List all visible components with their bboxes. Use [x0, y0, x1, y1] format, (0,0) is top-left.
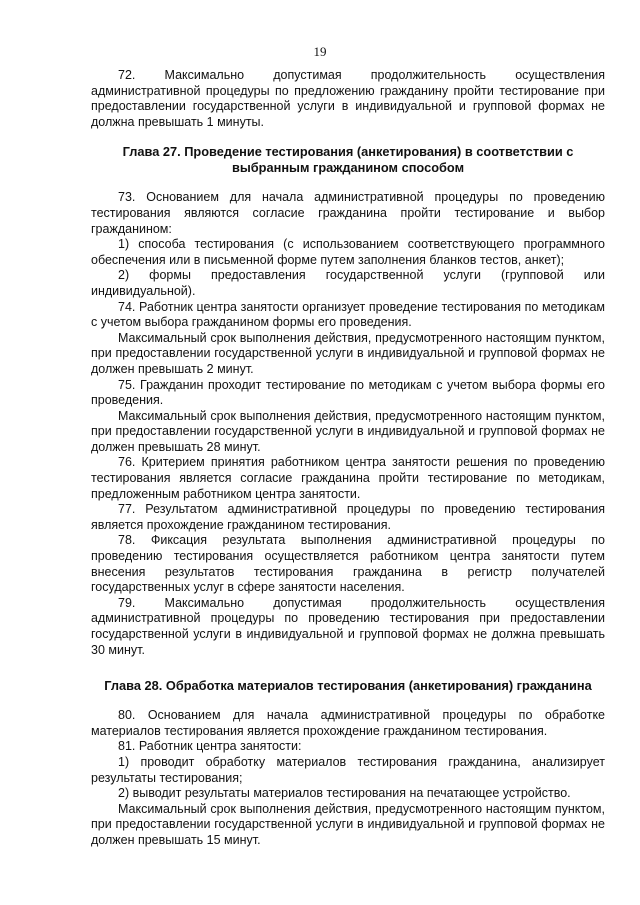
- paragraph-75-max-time: Максимальный срок выполнения действия, предусмотренного настоящим пунктом, при предоставлении государственной услуги в индивидуальной и групповой формах не должен превышать 28 минут.: [91, 408, 605, 454]
- paragraph-73-item-1: 1) способа тестирования (с использованием соответствующего программного обеспечения или в письменной форме путем заполнения бланков тестов, анкет);: [91, 237, 605, 267]
- chapter-28-heading: Глава 28. Обработка материалов тестирования (анкетирования) гражданина: [104, 678, 592, 694]
- chapter-27-heading: Глава 27. Проведение тестирования (анкетирования) в соответствии с выбранным гражданином способом: [122, 144, 574, 176]
- paragraph-74: 74. Работник центра занятости организует проведение тестирования по методикам с учетом выбора гражданином формы его проведения.: [91, 299, 605, 330]
- paragraph-73-item-2: 2) формы предоставления государственной услуги (групповой или индивидуальной).: [91, 268, 605, 298]
- paragraph-76: 76. Критерием принятия работником центра занятости решения по проведению тестирования является согласие гражданина пройти тестирование по методикам, предложенным работником центра занятости.: [91, 455, 605, 501]
- paragraph-78: 78. Фиксация результата выполнения административной процедуры по проведению тестирования осуществляется работником центра занятости путем внесения результатов тестирования гражданина в регистр получателей государственных услуг в сфере занятости населения.: [91, 533, 605, 595]
- document-body: [91, 68, 605, 849]
- paragraph-79: 79. Максимально допустимая продолжительность осуществления административной процедуры по проведению тестирования при предоставлении государственной услуги в индивидуальной и групповой формах не должна превышать 30 минут.: [91, 595, 605, 657]
- paragraph-73: 73. Основанием для начала административной процедуры по проведению тестирования являются согласие гражданина пройти тестирование и выбор гражданином:: [91, 190, 605, 236]
- paragraph-80: 80. Основанием для начала административной процедуры по обработке материалов тестирования является прохождение гражданином тестирования.: [91, 708, 605, 738]
- paragraph-81-item-1: 1) проводит обработку материалов тестирования гражданина, анализирует результаты тестирования;: [91, 754, 605, 785]
- spacer: [91, 130, 605, 144]
- paragraph-74-max-time: Максимальный срок выполнения действия, предусмотренного настоящим пунктом, при предоставлении государственной услуги в индивидуальной и групповой формах не должен превышать 2 минут.: [91, 330, 605, 376]
- spacer: [91, 176, 605, 190]
- page-number: 19: [313, 44, 327, 59]
- paragraph-81-item-2: 2) выводит результаты материалов тестирования на печатающее устройство.: [118, 786, 571, 801]
- paragraph-75: 75. Гражданин проходит тестирование по методикам с учетом выбора формы его проведения.: [91, 377, 605, 408]
- paragraph-77: 77. Результатом административной процедуры по проведению тестирования является прохождение гражданином тестирования.: [91, 502, 605, 532]
- paragraph-81-max-time: Максимальный срок выполнения действия, предусмотренного настоящим пунктом, при предоставлении государственной услуги в индивидуальной и групповой формах не должен превышать 15 минут.: [91, 801, 605, 847]
- paragraph-72: 72. Максимально допустимая продолжительность осуществления административной процедуры по предложению гражданину пройти тестирование при предоставлении государственной услуги в индивидуальной и групповой формах не должна превышать 1 минуты.: [91, 68, 605, 129]
- spacer: [91, 694, 605, 708]
- paragraph-81: 81. Работник центра занятости:: [118, 739, 302, 754]
- spacer: [91, 658, 605, 678]
